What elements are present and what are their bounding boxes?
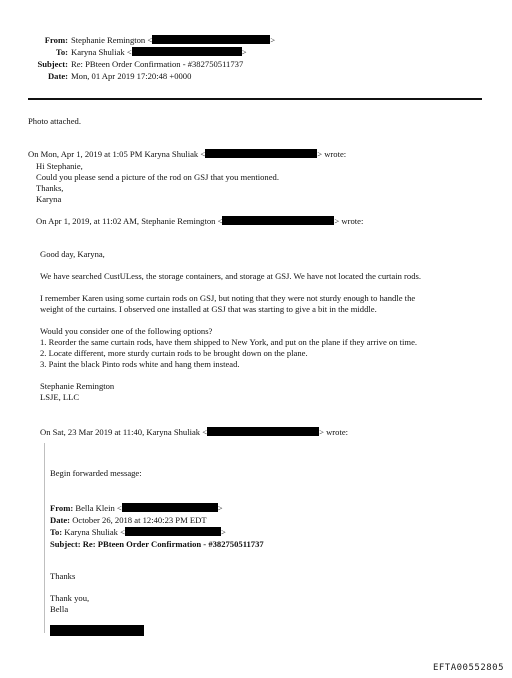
redaction-bar (125, 527, 221, 536)
fwd-from-row (50, 503, 223, 513)
redaction-bar (132, 47, 242, 56)
to-close: > (241, 47, 247, 57)
fwd-date-row (50, 515, 207, 525)
quote3-header (40, 427, 348, 437)
quote2-signature: Stephanie Remington (40, 381, 115, 391)
fwd-from-value: Bella Klein < (75, 503, 122, 513)
quote1-header-text: On Mon, Apr 1, 2019 at 1:05 PM Karyna Shuliak < (28, 149, 206, 159)
quote2-options-intro: Would you consider one of the following options? (40, 326, 213, 336)
photo-attached-text: Photo attached. (28, 116, 81, 126)
quote2-option: 2. Locate different, more sturdy curtain rods to be brought down on the plane. (40, 348, 308, 358)
redaction-bar (122, 503, 218, 512)
quote2-wrote: > wrote: (334, 216, 364, 226)
subject-label: Subject: (37, 59, 68, 69)
quote1-line: Could you please send a picture of the rod on GSJ that you mentioned. (36, 172, 279, 182)
quote2-greeting: Good day, Karyna, (40, 249, 105, 259)
quote3-header-text: On Sat, 23 Mar 2019 at 11:40, Karyna Shuliak < (40, 427, 208, 437)
quote2-option: 3. Paint the black Pinto rods white and hang them instead. (40, 359, 240, 369)
redaction-bar (205, 149, 317, 158)
quote3-wrote: > wrote: (319, 427, 349, 437)
quote2-signature: LSJE, LLC (40, 392, 80, 402)
fwd-subject-row: Subject: Re: PBteen Order Confirmation - #382750511737 (50, 539, 264, 549)
quote2-paragraph: We have searched CustULess, the storage containers, and storage at GSJ. We have not located the curtain rods. (40, 271, 421, 281)
header-to-row (0, 47, 247, 57)
redaction-bar (152, 35, 270, 44)
subject-value: Re: PBteen Order Confirmation - #382750511737 (71, 59, 244, 69)
quote2-header-text: On Apr 1, 2019, at 11:02 AM, Stephanie Remington < (36, 216, 223, 226)
fwd-thanks: Thanks (50, 571, 76, 581)
header-subject-row (0, 59, 243, 69)
fwd-date-label: Date: (50, 515, 71, 525)
redaction-bar (222, 216, 334, 225)
fwd-date-value: October 26, 2018 at 12:40:23 PM EDT (72, 515, 207, 525)
document-id: EFTA00552805 (432, 663, 504, 674)
quote2-paragraph: weight of the curtains. I observed one installed at GSJ that was starting to give a bit in the middle. (40, 304, 377, 314)
from-close: > (270, 35, 276, 45)
fwd-to-row (50, 527, 226, 537)
quote1-line: Karyna (36, 194, 62, 204)
quote2-option: 1. Reorder the same curtain rods, have them shipped to New York, and put on the plane if they arrive on time. (40, 337, 418, 347)
quote1-wrote: > wrote: (317, 149, 347, 159)
to-value: Karyna Shuliak < (71, 47, 132, 57)
quote1-line: Hi Stephanie, (36, 161, 83, 171)
redaction-bar (50, 625, 144, 636)
fwd-from-label: From: (50, 503, 74, 513)
date-value: Mon, 01 Apr 2019 17:20:48 +0000 (71, 71, 192, 81)
redaction-bar (207, 427, 319, 436)
fwd-to-close: > (220, 527, 226, 537)
to-label: To: (55, 47, 68, 57)
quote1-line: Thanks, (36, 183, 64, 193)
header-divider (28, 98, 482, 100)
fwd-from-close: > (217, 503, 223, 513)
fwd-signature: Thank you, (50, 593, 90, 603)
from-value: Stephanie Remington < (71, 35, 153, 45)
fwd-signature: Bella (50, 604, 69, 614)
quote-bar (44, 443, 45, 633)
forwarded-label: Begin forwarded message: (50, 468, 142, 478)
header-from-row (0, 35, 275, 45)
from-label: From: (44, 35, 68, 45)
fwd-to-label: To: (50, 527, 63, 537)
header-date-row (0, 71, 191, 81)
quote2-header (36, 216, 363, 226)
quote1-header (28, 149, 346, 159)
fwd-to-value: Karyna Shuliak < (64, 527, 125, 537)
date-label: Date: (47, 71, 68, 81)
quote2-paragraph: I remember Karen using some curtain rods on GSJ, but noting that they were not sturdy enough to handle the (40, 293, 416, 303)
